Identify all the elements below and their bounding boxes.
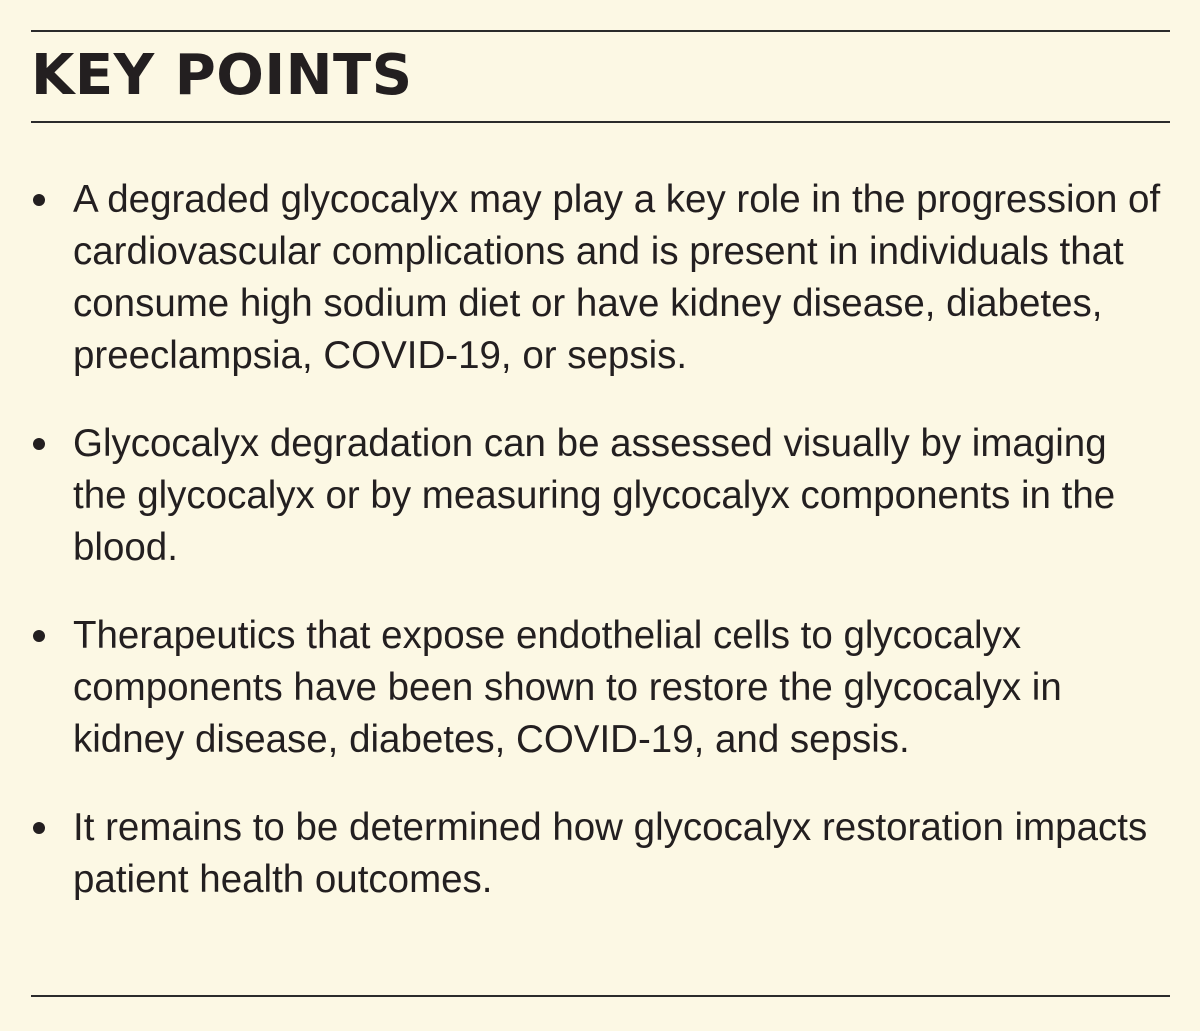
list-item: [31, 174, 1170, 382]
list-item: [31, 610, 1170, 766]
key-point-text: A degraded glycocalyx may play a key role in the progression of cardiovascular complications and is present in individuals that consume high sodium diet or have kidney disease, diabetes, preeclampsia, COVID-19, or sepsis.: [73, 178, 1161, 377]
heading-rule: [31, 121, 1170, 123]
key-point-text: Therapeutics that expose endothelial cells to glycocalyx components have been shown to restore the glycocalyx in kidney disease, diabetes, COVID-19, and sepsis.: [73, 614, 1062, 761]
list-item: [31, 802, 1170, 906]
bottom-rule: [31, 995, 1170, 997]
top-rule: [31, 30, 1170, 32]
key-point-text: It remains to be determined how glycocalyx restoration impacts patient health outcomes.: [73, 806, 1148, 901]
bullet-icon: [33, 822, 45, 834]
key-points-list: [31, 174, 1170, 906]
bullet-icon: [33, 194, 45, 206]
list-item: [31, 418, 1170, 574]
bullet-icon: [33, 630, 45, 642]
page-title: KEY POINTS: [31, 43, 413, 108]
bullet-icon: [33, 438, 45, 450]
key-point-text: Glycocalyx degradation can be assessed visually by imaging the glycocalyx or by measuring glycocalyx components in the blood.: [73, 422, 1116, 569]
